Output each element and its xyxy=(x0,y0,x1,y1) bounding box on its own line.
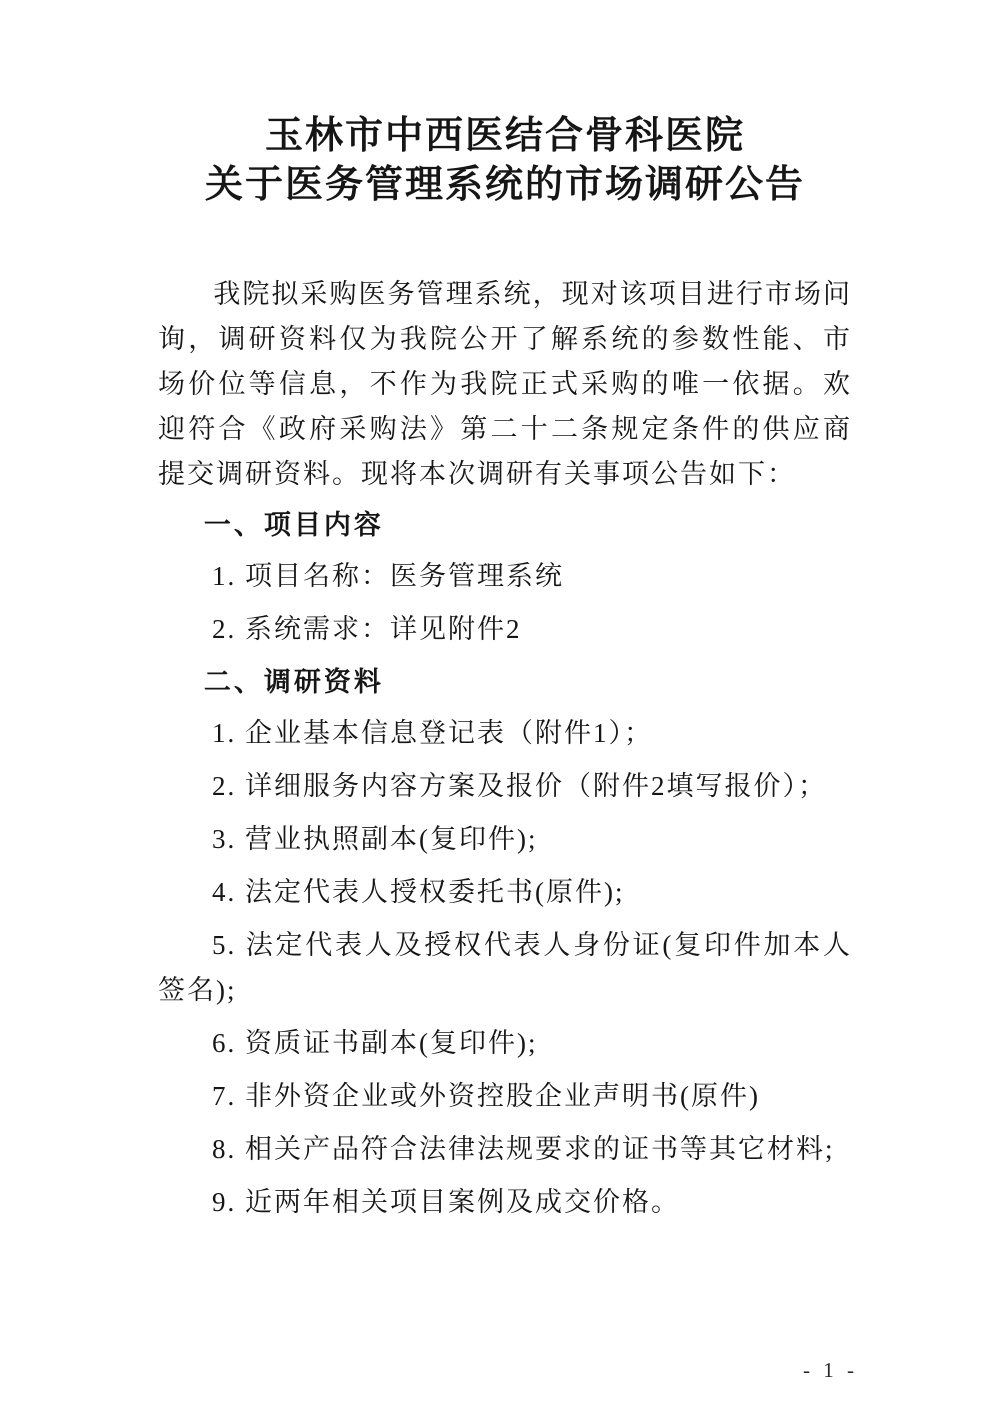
list-item: 7. 非外资企业或外资控股企业声明书(原件) xyxy=(212,1081,760,1111)
document-content xyxy=(158,112,852,1233)
list-item: 4. 法定代表人授权委托书(原件); xyxy=(212,877,625,907)
list-item: 2. 系统需求：详见附件2 xyxy=(212,614,522,644)
section-1-heading: 一、项目内容 xyxy=(203,510,384,540)
section-2-heading: 二、调研资料 xyxy=(203,667,384,697)
list-item: 3. 营业执照副本(复印件); xyxy=(212,824,538,854)
list-item: 1. 企业基本信息登记表（附件1）； xyxy=(212,718,653,748)
document-title-line2: 关于医务管理系统的市场调研公告 xyxy=(204,164,805,206)
list-item: 6. 资质证书副本(复印件); xyxy=(212,1028,538,1058)
list-item: 2. 详细服务内容方案及报价（附件2填写报价）； xyxy=(212,771,827,801)
list-item: 1. 项目名称：医务管理系统 xyxy=(212,561,564,591)
intro-paragraph: 我院拟采购医务管理系统，现对该项目进行市场问询，调研资料仅为我院公开了解系统的参数性能、市场价位等信息，不作为我院正式采购的唯一依据。欢迎符合《政府采购法》第二十二条规定条件的供应商提交调研资料。现将本次调研有关事项公告如下： xyxy=(158,279,852,489)
list-item: 5. 法定代表人及授权代表人身份证(复印件加本人签名); xyxy=(158,930,852,1005)
document-title xyxy=(158,112,852,210)
page-number: - 1 - xyxy=(803,1358,858,1382)
document-title-line1: 玉林市中西医结合骨科医院 xyxy=(264,115,745,157)
list-item: 8. 相关产品符合法律法规要求的证书等其它材料; xyxy=(212,1134,835,1164)
list-item: 9. 近两年相关项目案例及成交价格。 xyxy=(212,1187,680,1217)
